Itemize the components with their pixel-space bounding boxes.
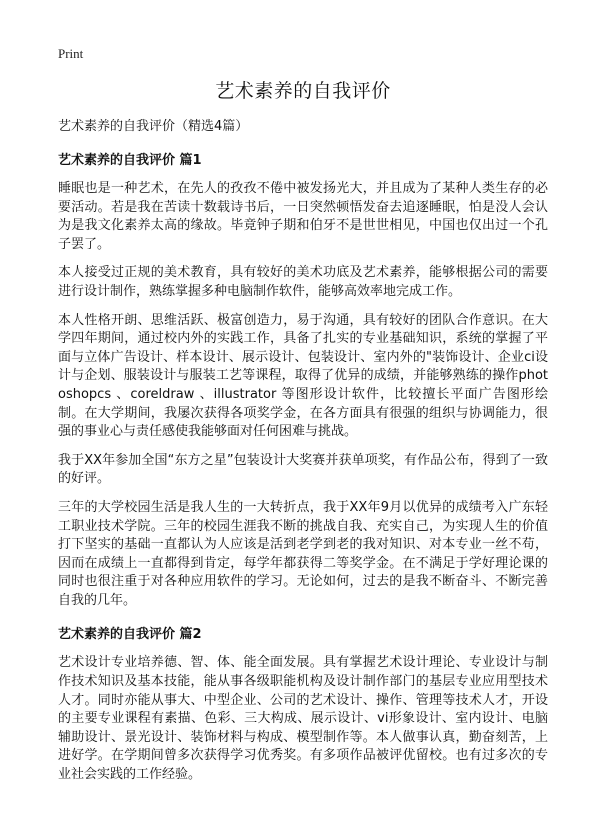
paragraph: 我于XX年参加全国“东方之星”包装设计大奖赛并获单项奖，有作品公布，得到了一致的好评。 bbox=[58, 452, 548, 487]
section-heading: 艺术素养的自我评价 篇2 bbox=[58, 627, 202, 643]
paragraph: 睡眠也是一种艺术，在先人的孜孜不倦中被发扬光大，并且成为了某种人类生存的必要活动。若是我在苦读十数载诗书后，一日突然顿悟发奋去追逐睡眠，怕是没人会认为是我文化素养太高的缘故。毕竟钟子期和伯牙不是世世相见，中国也仅出过一个孔子罢了。 bbox=[58, 181, 548, 252]
document-subtitle: 艺术素养的自我评价（精选4篇） bbox=[58, 119, 249, 134]
page-title: 艺术素养的自我评价 bbox=[215, 80, 391, 102]
paragraph: 艺术设计专业培养德、智、体、能全面发展。具有掌握艺术设计理论、专业设计与制作技术知识及基本技能，能从事各级职能机构及设计制作部门的基层专业应用型技术人才。同时亦能从事大、中型企业、公司的艺术设计、操作、管理等技术人才，开设的主要专业课程有素描、色彩、三大构成、展示设计、vi形象设计、室内设计、电脑辅助设计、景光设计、装饰材料与构成、模型制作等。本人做事认真，勤奋刻苦，上进好学。在学期间曾多次获得学习优秀奖。有多项作品被评优留校。也有过多次的专业社会实践的工作经验。 bbox=[58, 655, 548, 783]
section-heading: 艺术素养的自我评价 篇1 bbox=[58, 153, 202, 168]
document-page bbox=[58, 46, 548, 785]
paragraph: 三年的大学校园生活是我人生的一大转折点，我于XX年9月以优异的成绩考入广东轻工职业技术学院。三年的校园生涯我不断的挑战自我、充实自己，为实现人生的价值打下坚实的基础一直都认为人应该是活到老学到老的我对知识、对本专业一丝不苟，因而在成绩上一直都得到肯定，每学年都获得二等奖学金。在不满足于学好理论课的同时也很注重于对各种应用软件的学习。无论如何，过去的是我不断奋斗、不断完善自我的几年。 bbox=[58, 499, 548, 608]
print-link[interactable]: Print bbox=[58, 46, 84, 61]
section-1 bbox=[58, 152, 548, 610]
section-2 bbox=[58, 626, 548, 784]
paragraph: 本人性格开朗、思维活跃、极富创造力，易于沟通，具有较好的团队合作意识。在大学四年期间，通过校内外的实践工作，具备了扎实的专业基础知识，系统的掌握了平面与立体广告设计、样本设计、展示设计、包装设计、室内外的"装饰设计、企业ci设计与企划、服装设计与服装工艺等课程，取得了优异的成绩，并能够熟练的操作photoshopcs 、coreldraw 、illustrator 等图形设计软件，比较擅长平面广告图形绘制。在大学期间，我屡次获得各项奖学金，在各方面具有很强的组织与协调能力，很强的事业心与责任感使我能够面对任何困难与挑战。 bbox=[58, 312, 548, 440]
paragraph: 本人接受过正规的美术教育，具有较好的美术功底及艺术素养，能够根据公司的需要进行设计制作，熟练掌握多种电脑制作软件，能够高效率地完成工作。 bbox=[58, 265, 548, 299]
